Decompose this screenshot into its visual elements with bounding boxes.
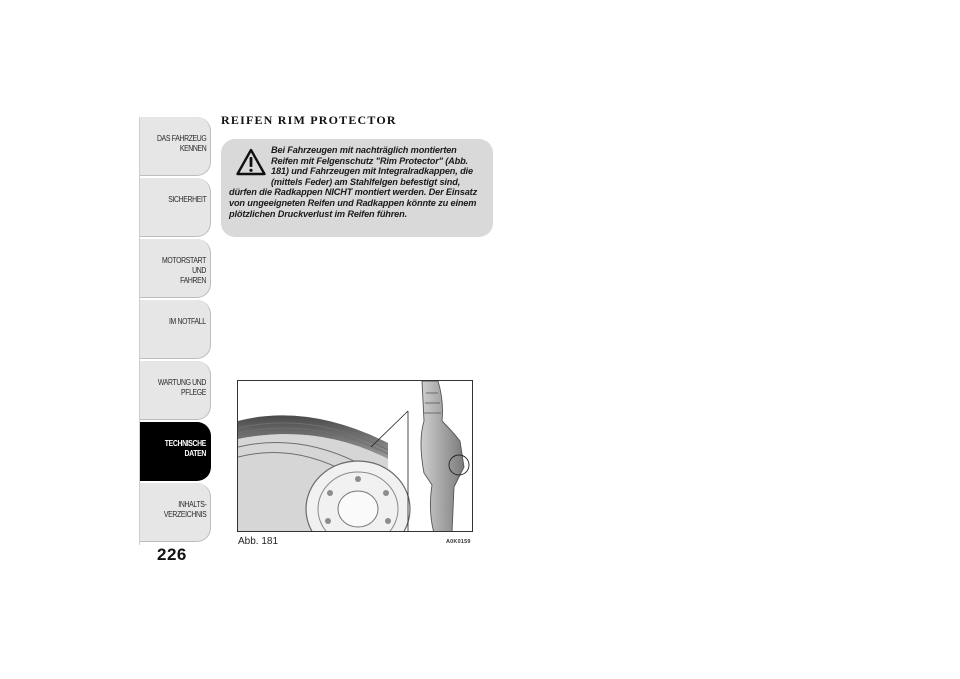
tab-inhaltsverzeichnis[interactable] (140, 483, 211, 542)
figure-code: A0K0159 (446, 539, 471, 545)
tab-label: WARTUNG UND PFLEGE (157, 378, 206, 397)
tire-illustration (237, 380, 473, 532)
tab-im-notfall[interactable] (140, 300, 211, 359)
tab-label: DAS FAHRZEUG KENNEN (156, 134, 206, 153)
warning-text-content: Bei Fahrzeugen mit nachträglich montierten Reifen mit Felgenschutz "Rim Protector" (Abb. 181) und Fahrzeugen mit Integralradkappen, die (mittels Feder) am Stahlfelgen befestigt sind, dürfen die Radkappen NICHT montiert werden. Der Einsatz von ungeeigneten Reifen und Radkappen könnte zu einem plötzlichen Druckverlust im Reifen führen. (229, 145, 478, 219)
tab-motorstart-und-fahren[interactable] (140, 239, 211, 298)
tab-technische-daten[interactable] (140, 422, 211, 481)
tab-wartung-und-pflege[interactable] (140, 361, 211, 420)
tab-sicherheit[interactable] (140, 178, 211, 237)
tab-label: SICHERHEIT (167, 195, 206, 204)
tab-label: IM NOTFALL (169, 317, 206, 326)
tab-label: TECHNISCHE DATEN (164, 439, 206, 458)
tire-rim-protector-drawing (238, 381, 473, 532)
tab-das-fahrzeug-kennen[interactable] (140, 117, 211, 176)
section-title: REIFEN RIM PROTECTOR (221, 113, 397, 127)
tab-label: INHALTS- VERZEICHNIS (163, 500, 206, 519)
warning-text (229, 145, 485, 219)
tab-label: MOTORSTART UND FAHREN (162, 256, 206, 285)
figure-caption: Abb. 181 (238, 536, 279, 547)
page-number: 226 (157, 545, 187, 564)
warning-box (221, 139, 493, 237)
